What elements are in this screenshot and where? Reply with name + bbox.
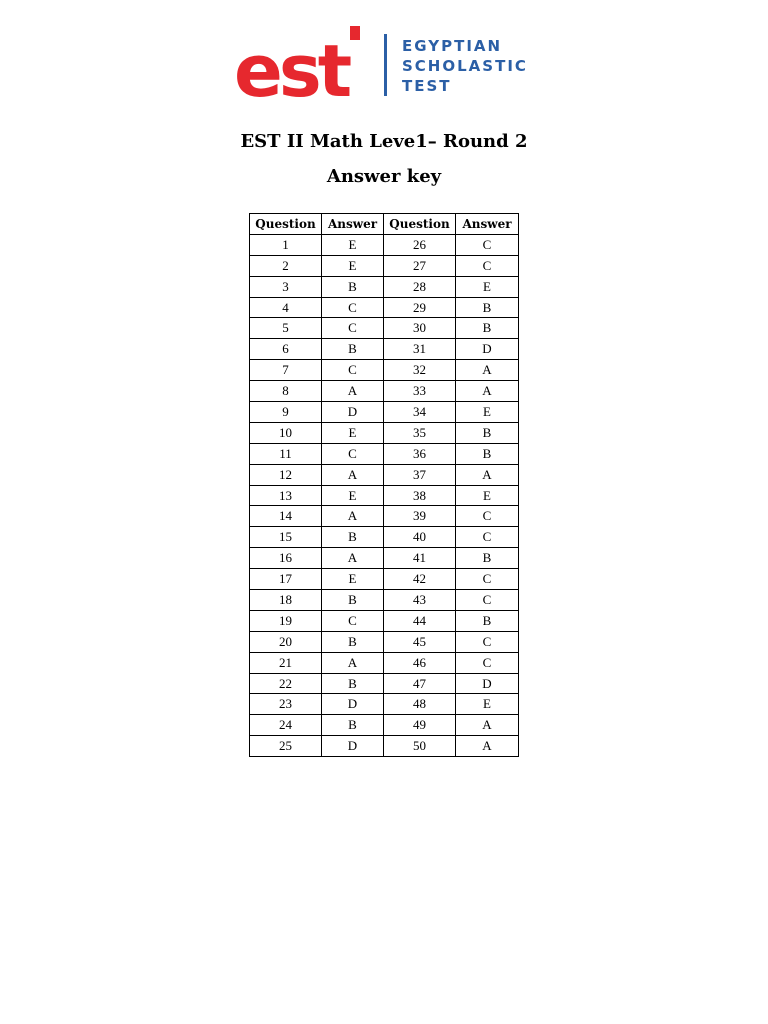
question-cell: 8 bbox=[250, 381, 322, 402]
answer-cell: C bbox=[322, 610, 384, 631]
logo-line-test: TEST bbox=[402, 77, 452, 95]
table-row bbox=[250, 422, 519, 443]
est-logo-mark bbox=[234, 24, 374, 104]
question-cell: 21 bbox=[250, 652, 322, 673]
question-cell: 3 bbox=[250, 276, 322, 297]
answer-cell: B bbox=[456, 610, 519, 631]
table-row bbox=[250, 360, 519, 381]
document-title: EST II Math Leve1– Round 2 bbox=[240, 131, 528, 152]
question-cell: 35 bbox=[384, 422, 456, 443]
table-row bbox=[250, 631, 519, 652]
question-cell: 44 bbox=[384, 610, 456, 631]
answer-key-body bbox=[250, 234, 519, 756]
logo-divider bbox=[384, 34, 387, 96]
question-cell: 12 bbox=[250, 464, 322, 485]
answer-cell: E bbox=[456, 694, 519, 715]
table-row bbox=[250, 736, 519, 757]
table-row bbox=[250, 610, 519, 631]
question-cell: 40 bbox=[384, 527, 456, 548]
answer-cell: A bbox=[456, 715, 519, 736]
answer-cell: E bbox=[322, 485, 384, 506]
table-row bbox=[250, 443, 519, 464]
answer-cell: B bbox=[322, 590, 384, 611]
question-cell: 27 bbox=[384, 255, 456, 276]
question-cell: 46 bbox=[384, 652, 456, 673]
question-cell: 49 bbox=[384, 715, 456, 736]
table-row bbox=[250, 506, 519, 527]
table-row bbox=[250, 527, 519, 548]
est-logo bbox=[234, 24, 544, 104]
question-cell: 38 bbox=[384, 485, 456, 506]
question-cell: 19 bbox=[250, 610, 322, 631]
answer-cell: E bbox=[456, 402, 519, 423]
question-cell: 9 bbox=[250, 402, 322, 423]
answer-cell: C bbox=[456, 527, 519, 548]
answer-cell: E bbox=[322, 234, 384, 255]
question-cell: 31 bbox=[384, 339, 456, 360]
table-row bbox=[250, 276, 519, 297]
table-row bbox=[250, 673, 519, 694]
answer-cell: A bbox=[322, 381, 384, 402]
answer-cell: C bbox=[322, 297, 384, 318]
question-cell: 48 bbox=[384, 694, 456, 715]
answer-cell: A bbox=[456, 381, 519, 402]
question-cell: 18 bbox=[250, 590, 322, 611]
question-cell: 33 bbox=[384, 381, 456, 402]
logo-tick-mark bbox=[350, 26, 360, 40]
question-cell: 14 bbox=[250, 506, 322, 527]
answer-cell: C bbox=[322, 443, 384, 464]
question-cell: 42 bbox=[384, 569, 456, 590]
answer-cell: C bbox=[456, 234, 519, 255]
answer-cell: B bbox=[456, 422, 519, 443]
answer-cell: C bbox=[456, 569, 519, 590]
question-cell: 11 bbox=[250, 443, 322, 464]
answer-cell: A bbox=[322, 464, 384, 485]
header-question-1: Question bbox=[250, 214, 322, 235]
question-cell: 2 bbox=[250, 255, 322, 276]
answer-cell: A bbox=[322, 652, 384, 673]
answer-cell: D bbox=[322, 402, 384, 423]
document-subtitle: Answer key bbox=[326, 166, 442, 187]
answer-cell: B bbox=[322, 715, 384, 736]
answer-cell: A bbox=[456, 360, 519, 381]
answer-cell: C bbox=[456, 590, 519, 611]
answer-cell: C bbox=[456, 255, 519, 276]
question-cell: 39 bbox=[384, 506, 456, 527]
question-cell: 23 bbox=[250, 694, 322, 715]
answer-cell: E bbox=[322, 255, 384, 276]
question-cell: 45 bbox=[384, 631, 456, 652]
table-row bbox=[250, 318, 519, 339]
question-cell: 37 bbox=[384, 464, 456, 485]
answer-cell: A bbox=[456, 464, 519, 485]
question-cell: 24 bbox=[250, 715, 322, 736]
answer-cell: B bbox=[456, 548, 519, 569]
question-cell: 17 bbox=[250, 569, 322, 590]
table-row bbox=[250, 234, 519, 255]
table-row bbox=[250, 548, 519, 569]
table-header-row bbox=[250, 214, 519, 235]
logo-mark-text: est bbox=[234, 29, 349, 104]
question-cell: 29 bbox=[384, 297, 456, 318]
question-cell: 10 bbox=[250, 422, 322, 443]
answer-cell: B bbox=[456, 297, 519, 318]
table-row bbox=[250, 255, 519, 276]
table-row bbox=[250, 569, 519, 590]
question-cell: 26 bbox=[384, 234, 456, 255]
header-question-2: Question bbox=[384, 214, 456, 235]
question-cell: 47 bbox=[384, 673, 456, 694]
question-cell: 20 bbox=[250, 631, 322, 652]
answer-cell: D bbox=[456, 339, 519, 360]
header-answer-1: Answer bbox=[322, 214, 384, 235]
answer-cell: C bbox=[322, 318, 384, 339]
answer-cell: C bbox=[322, 360, 384, 381]
header-answer-2: Answer bbox=[456, 214, 519, 235]
answer-key-table bbox=[249, 213, 519, 757]
question-cell: 30 bbox=[384, 318, 456, 339]
table-row bbox=[250, 694, 519, 715]
logo-line-egyptian: EGYPTIAN bbox=[402, 37, 503, 55]
question-cell: 36 bbox=[384, 443, 456, 464]
question-cell: 32 bbox=[384, 360, 456, 381]
answer-cell: E bbox=[456, 485, 519, 506]
table-row bbox=[250, 715, 519, 736]
answer-cell: A bbox=[322, 548, 384, 569]
logo-wordmark bbox=[402, 36, 528, 96]
question-cell: 50 bbox=[384, 736, 456, 757]
answer-cell: B bbox=[322, 527, 384, 548]
logo-line-scholastic: SCHOLASTIC bbox=[402, 57, 528, 75]
answer-cell: E bbox=[322, 569, 384, 590]
question-cell: 34 bbox=[384, 402, 456, 423]
table-row bbox=[250, 339, 519, 360]
answer-cell: D bbox=[322, 694, 384, 715]
answer-cell: B bbox=[456, 318, 519, 339]
question-cell: 1 bbox=[250, 234, 322, 255]
question-cell: 15 bbox=[250, 527, 322, 548]
answer-cell: E bbox=[456, 276, 519, 297]
answer-cell: B bbox=[322, 276, 384, 297]
answer-cell: A bbox=[456, 736, 519, 757]
answer-cell: B bbox=[322, 673, 384, 694]
table-row bbox=[250, 485, 519, 506]
table-row bbox=[250, 402, 519, 423]
answer-cell: B bbox=[322, 339, 384, 360]
question-cell: 28 bbox=[384, 276, 456, 297]
answer-cell: D bbox=[456, 673, 519, 694]
answer-cell: C bbox=[456, 506, 519, 527]
question-cell: 25 bbox=[250, 736, 322, 757]
answer-cell: B bbox=[322, 631, 384, 652]
question-cell: 13 bbox=[250, 485, 322, 506]
question-cell: 22 bbox=[250, 673, 322, 694]
answer-cell: B bbox=[456, 443, 519, 464]
answer-cell: E bbox=[322, 422, 384, 443]
table-row bbox=[250, 590, 519, 611]
answer-cell: C bbox=[456, 631, 519, 652]
table-row bbox=[250, 464, 519, 485]
answer-cell: C bbox=[456, 652, 519, 673]
question-cell: 6 bbox=[250, 339, 322, 360]
question-cell: 4 bbox=[250, 297, 322, 318]
table-row bbox=[250, 381, 519, 402]
question-cell: 43 bbox=[384, 590, 456, 611]
question-cell: 41 bbox=[384, 548, 456, 569]
answer-cell: A bbox=[322, 506, 384, 527]
answer-cell: D bbox=[322, 736, 384, 757]
table-row bbox=[250, 297, 519, 318]
question-cell: 5 bbox=[250, 318, 322, 339]
table-row bbox=[250, 652, 519, 673]
question-cell: 7 bbox=[250, 360, 322, 381]
question-cell: 16 bbox=[250, 548, 322, 569]
